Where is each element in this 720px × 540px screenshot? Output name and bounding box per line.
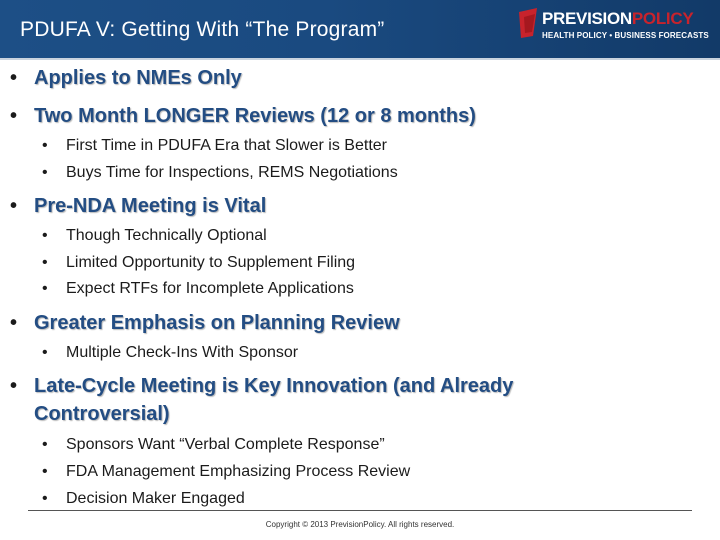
sub-bullet-text: Expect RTFs for Incomplete Applications	[66, 280, 354, 297]
bullet-marker: •	[10, 312, 18, 334]
sub-bullet-marker: •	[42, 227, 48, 244]
bullet-text-line-2: Controversial)	[34, 403, 170, 425]
sub-bullet-marker: •	[42, 254, 48, 271]
bullet-text: Two Month LONGER Reviews (12 or 8 months)	[34, 105, 476, 127]
sub-bullet-marker: •	[42, 280, 48, 297]
sub-bullet-text: Limited Opportunity to Supplement Filing	[66, 254, 356, 271]
bullet-marker: •	[10, 375, 18, 397]
bullet-text-line-1: Late-Cycle Meeting is Key Innovation (and Already	[34, 375, 514, 397]
slide-title: PDUFA V: Getting With “The Program”	[20, 18, 385, 41]
sub-bullet-marker: •	[42, 490, 48, 507]
sub-bullet-text: Multiple Check-Ins With Sponsor	[66, 344, 299, 361]
sub-bullet-marker: •	[42, 164, 48, 181]
sub-bullet-marker: •	[42, 436, 48, 453]
sub-bullet-text: Decision Maker Engaged	[66, 490, 245, 507]
sub-bullet-text: Buys Time for Inspections, REMS Negotiations	[66, 164, 398, 181]
bullet-marker: •	[10, 105, 18, 127]
logo-wordmark: PREVISIONPOLICY	[542, 9, 694, 28]
sub-bullet-text: Sponsors Want “Verbal Complete Response”	[66, 436, 385, 453]
sub-bullet-marker: •	[42, 463, 48, 480]
copyright-notice: Copyright © 2013 PrevisionPolicy. All rights reserved.	[265, 520, 455, 529]
bullet-text: Greater Emphasis on Planning Review	[34, 312, 400, 334]
sub-bullet-text: Though Technically Optional	[66, 227, 267, 244]
bullet-marker: •	[10, 195, 18, 217]
bullet-text: Applies to NMEs Only	[34, 67, 242, 89]
sub-bullet-marker: •	[42, 137, 48, 154]
sub-bullet-marker: •	[42, 344, 48, 361]
sub-bullet-text: FDA Management Emphasizing Process Review	[66, 463, 411, 480]
logo-tagline: HEALTH POLICY • BUSINESS FORECASTS	[542, 31, 709, 40]
footer-divider	[28, 510, 692, 511]
bullet-marker: •	[10, 67, 18, 89]
bullet-text: Pre-NDA Meeting is Vital	[34, 195, 267, 217]
sub-bullet-text: First Time in PDUFA Era that Slower is Better	[66, 137, 387, 154]
